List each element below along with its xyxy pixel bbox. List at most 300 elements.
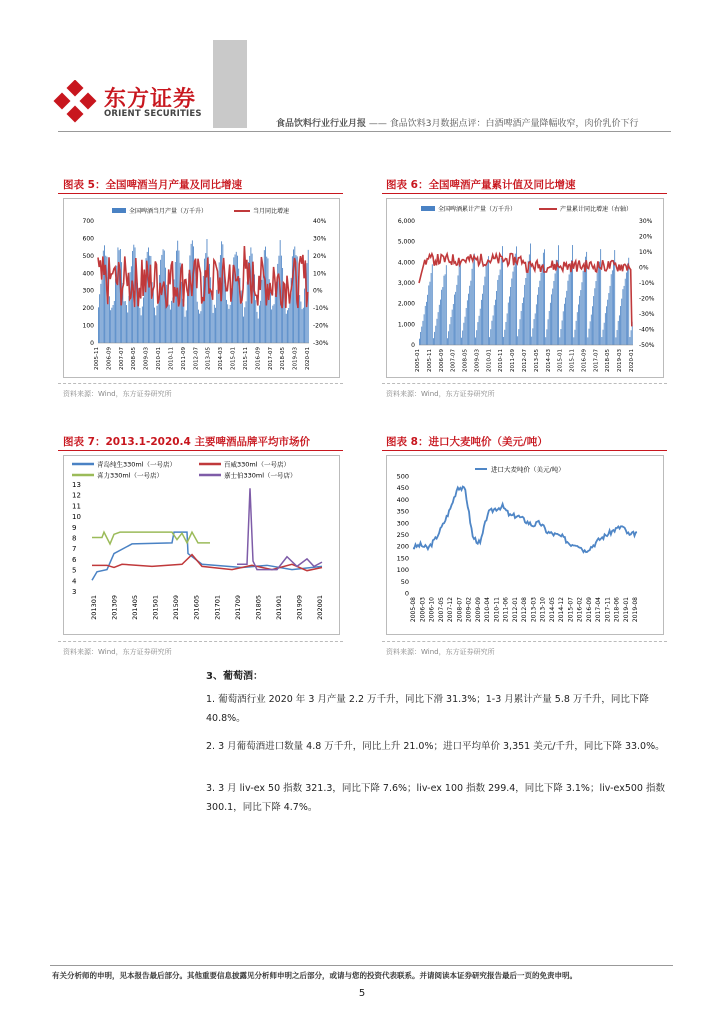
legend-label: 喜力330ml（一号店） <box>97 471 164 480</box>
figure-7-chart <box>64 456 339 634</box>
bar <box>629 337 630 345</box>
x-tick: 2009-03 <box>474 349 481 372</box>
figure-5-chart-frame <box>63 198 340 378</box>
bar <box>427 295 428 345</box>
bar <box>612 270 613 345</box>
bar <box>536 304 537 345</box>
bar <box>279 256 280 343</box>
bar <box>591 315 592 345</box>
bar <box>304 289 305 343</box>
x-tick: 201901 <box>274 595 283 620</box>
x-tick: 202001 <box>316 595 324 620</box>
header-grey-bar <box>213 40 247 128</box>
x-tick: 2020-01 <box>629 349 635 372</box>
x-tick: 2005-01 <box>415 349 421 372</box>
y-tick: 3 <box>72 588 77 596</box>
bar <box>551 294 552 345</box>
bar <box>432 264 433 345</box>
x-tick: 2010-01 <box>486 349 493 372</box>
bar <box>506 322 507 345</box>
bar <box>563 311 564 345</box>
x-tick: 2013-05 <box>205 347 212 370</box>
x-tick: 2019-03 <box>617 349 624 372</box>
x-tick: 2016-09 <box>585 597 593 623</box>
bar <box>542 264 543 345</box>
x-tick: 2017-11 <box>604 597 612 623</box>
x-tick: 2015-07 <box>567 597 575 623</box>
bar <box>514 266 515 345</box>
figure-6-source-line <box>382 383 667 384</box>
bar <box>479 316 480 345</box>
bar <box>115 279 116 343</box>
y-tick-right: 10% <box>313 270 327 278</box>
bar <box>621 299 622 345</box>
y-tick: 8 <box>72 534 77 543</box>
figure-5-title-line <box>58 193 343 194</box>
bar <box>447 338 448 345</box>
report-type: 食品饮料行业行业月报 <box>276 119 367 129</box>
y-tick: 300 <box>396 519 409 528</box>
x-tick: 2006-10 <box>428 597 436 623</box>
y-tick: 0 <box>404 589 409 598</box>
y-tick-right: -30% <box>639 311 655 318</box>
y-tick: 400 <box>396 495 409 504</box>
y-tick-left: 400 <box>82 270 94 278</box>
bar <box>160 260 161 343</box>
bar <box>587 337 588 345</box>
bar <box>216 290 217 343</box>
bar <box>288 308 289 343</box>
bar <box>538 287 539 345</box>
bar <box>619 315 620 345</box>
bar <box>185 317 186 343</box>
bar <box>528 261 529 345</box>
bar <box>608 293 609 345</box>
bar <box>130 272 131 343</box>
bar <box>594 288 595 345</box>
bar <box>420 332 421 345</box>
y-tick: 9 <box>72 523 77 532</box>
x-tick: 2013-05 <box>533 349 540 372</box>
bar <box>504 330 505 345</box>
y-tick-right: -50% <box>639 342 655 349</box>
x-tick: 201909 <box>295 595 304 620</box>
x-tick: 2017-04 <box>595 597 602 623</box>
bar <box>125 301 126 343</box>
bar <box>555 273 556 345</box>
bar <box>211 296 212 343</box>
bar <box>507 313 508 345</box>
bar <box>193 246 194 343</box>
bar <box>434 332 435 345</box>
bar <box>421 327 422 345</box>
bar <box>449 324 450 345</box>
x-tick: 2008-05 <box>131 347 138 370</box>
bar <box>270 292 271 343</box>
bar <box>518 329 519 345</box>
header-divider <box>58 131 671 132</box>
bar <box>509 296 510 345</box>
figure-7-chart-frame <box>63 455 340 635</box>
y-tick-left: 700 <box>82 218 94 225</box>
bar <box>596 281 597 345</box>
bar <box>525 278 526 345</box>
y-tick: 6 <box>72 555 77 564</box>
x-tick: 2013-10 <box>539 597 547 623</box>
x-tick: 2015-11 <box>569 349 576 372</box>
bar <box>126 305 127 343</box>
x-tick: 2020-01 <box>305 347 311 370</box>
bar <box>582 282 583 345</box>
bar <box>419 339 420 345</box>
y-tick-right: 0% <box>639 264 649 272</box>
x-tick: 2019-01 <box>622 597 630 623</box>
bar <box>187 291 188 343</box>
bar <box>580 290 581 345</box>
bar <box>473 262 474 345</box>
figure-6-source: 资料来源：Wind，东方证券研究所 <box>386 390 495 398</box>
bar <box>261 280 262 343</box>
bar <box>302 309 303 343</box>
figure-6-chart-frame <box>386 198 664 378</box>
bar <box>118 247 119 343</box>
x-tick: 201405 <box>131 595 140 620</box>
y-tick-left: 6,000 <box>397 218 415 225</box>
bar <box>244 307 245 343</box>
bar <box>462 331 463 345</box>
bar <box>104 245 105 343</box>
bar <box>163 249 164 343</box>
bar <box>569 274 570 345</box>
x-tick: 2006-03 <box>419 597 427 623</box>
y-tick-left: 500 <box>82 252 94 260</box>
bar <box>541 273 542 345</box>
bar <box>568 281 569 345</box>
bar <box>258 319 259 343</box>
y-tick-right: 40% <box>313 218 327 225</box>
bar <box>286 314 287 343</box>
bar <box>263 267 264 343</box>
bar <box>562 320 563 345</box>
bar <box>186 310 187 343</box>
figure-5-title: 图表 5：全国啤酒当月产量及同比增速 <box>63 179 242 191</box>
bar <box>199 314 200 343</box>
bar <box>475 337 476 345</box>
bar <box>166 285 167 343</box>
x-tick: 2012-07 <box>522 349 528 372</box>
bar <box>438 312 439 345</box>
bar <box>534 319 535 345</box>
x-tick: 2007-07 <box>450 349 457 372</box>
bar <box>111 308 112 343</box>
footer-divider <box>50 965 673 966</box>
legend-label-cumulative: 全国啤酒累计产量（万千升） <box>438 206 517 213</box>
bar <box>480 309 481 345</box>
y-tick-right: -10% <box>639 280 655 287</box>
bar <box>531 337 532 345</box>
x-tick: 201301 <box>90 595 98 620</box>
brand-name-en: ORIENT SECURITIES <box>104 109 202 119</box>
page-number: 5 <box>358 988 366 999</box>
bar <box>571 260 572 345</box>
y-tick-left: 3,000 <box>397 280 415 287</box>
bar <box>622 289 623 345</box>
y-tick: 250 <box>396 531 409 539</box>
bar <box>482 294 483 345</box>
bar <box>577 312 578 345</box>
bar <box>109 296 110 343</box>
bar <box>246 301 247 343</box>
figure-6-chart <box>387 199 663 377</box>
bar <box>520 319 521 345</box>
orient-logo-icon <box>52 80 100 124</box>
y-tick-left: 300 <box>82 287 94 295</box>
x-tick: 2009-02 <box>465 597 473 623</box>
bar <box>171 301 172 343</box>
bar <box>503 337 504 345</box>
bar <box>428 285 429 345</box>
figure-7-title-line <box>58 450 343 451</box>
bar <box>157 306 158 343</box>
bar <box>578 304 579 345</box>
bar <box>496 291 497 345</box>
bar <box>155 315 156 343</box>
bar <box>593 296 594 345</box>
x-tick: 2009-03 <box>143 347 150 370</box>
bar <box>214 305 215 343</box>
bar <box>260 301 261 343</box>
bar <box>242 302 243 343</box>
x-tick: 2012-01 <box>511 597 519 623</box>
x-tick: 2019-08 <box>632 597 639 623</box>
bar <box>598 267 599 345</box>
y-tick: 200 <box>396 542 409 551</box>
bar <box>437 319 438 345</box>
x-tick: 2011-09 <box>510 349 517 372</box>
x-tick: 2017-07 <box>267 347 274 370</box>
y-tick: 11 <box>72 502 81 511</box>
bar <box>549 311 550 345</box>
bar <box>628 258 629 345</box>
bar <box>200 311 201 343</box>
bar <box>572 245 573 345</box>
bar <box>161 255 162 343</box>
bar <box>552 289 553 345</box>
y-tick-right: 20% <box>639 233 653 241</box>
y-tick: 13 <box>72 481 81 489</box>
x-tick: 2006-09 <box>106 347 113 370</box>
bar <box>610 286 611 345</box>
paragraph-1: 1. 葡萄酒行业 2020 年 3 月产量 2.2 万千升，同比下滑 31.3%；1-3 月累计产量 5.8 万千升，同比下降 40.8%。 <box>206 694 649 724</box>
bar <box>499 275 500 345</box>
bar <box>287 310 288 343</box>
bar <box>466 308 467 345</box>
bar <box>539 281 540 345</box>
figure-8-chart-frame <box>386 455 664 635</box>
bar <box>625 279 626 345</box>
x-tick: 2010-11 <box>168 347 175 370</box>
y-tick-left: 0 <box>90 340 94 347</box>
x-tick: 2007-12 <box>447 597 454 623</box>
legend-swatch-bar <box>112 208 126 213</box>
bar <box>225 285 226 343</box>
bar <box>226 300 227 343</box>
bar <box>453 304 454 345</box>
bar <box>154 308 155 343</box>
y-tick: 100 <box>396 566 409 575</box>
figure-8-title-line <box>382 450 667 451</box>
bar <box>183 304 184 343</box>
bar <box>441 290 442 345</box>
y-tick: 350 <box>396 507 409 516</box>
x-tick: 2014-12 <box>558 597 565 623</box>
bar <box>257 312 258 343</box>
x-tick: 2019-03 <box>292 347 299 370</box>
bar <box>230 305 231 343</box>
bar <box>153 290 154 343</box>
figure-6-title-line <box>382 193 667 194</box>
x-tick: 201605 <box>192 595 201 620</box>
x-tick: 2010-11 <box>498 349 505 372</box>
bar <box>483 285 484 345</box>
bar <box>456 285 457 345</box>
x-tick: 2005-11 <box>94 347 100 370</box>
bar <box>624 286 625 345</box>
x-tick: 2016-09 <box>581 349 588 372</box>
bar <box>494 305 495 345</box>
y-tick: 4 <box>72 577 77 586</box>
y-tick-right: 10% <box>639 249 653 256</box>
bar <box>477 322 478 345</box>
figure-7-source-line <box>58 641 343 642</box>
bar <box>493 315 494 345</box>
bar <box>144 283 145 343</box>
paragraph-2: 2. 3 月葡萄酒进口数量 4.8 万千升，同比上升 21.0%；进口平均单价 3,351 美元/千升，同比下降 33.0%。 <box>206 741 665 752</box>
legend-label: 百威330ml（一号店） <box>224 460 291 469</box>
bar <box>570 268 571 345</box>
bar <box>557 260 558 345</box>
bar <box>627 264 628 345</box>
bar <box>268 258 269 343</box>
figure-5-source: 资料来源：Wind，东方证券研究所 <box>63 390 172 398</box>
bar <box>132 251 133 343</box>
x-tick: 2016-09 <box>255 347 262 370</box>
bar <box>448 331 449 345</box>
bar <box>299 295 300 343</box>
bar <box>510 287 511 345</box>
bar <box>264 250 265 343</box>
bar <box>425 306 426 345</box>
x-tick: 2010-11 <box>493 597 501 623</box>
bar <box>489 337 490 345</box>
x-tick: 2010-01 <box>156 347 163 370</box>
bar <box>617 330 618 345</box>
bar <box>564 304 565 345</box>
bar <box>513 272 514 345</box>
bar <box>511 279 512 345</box>
bar <box>492 321 493 345</box>
bar <box>446 265 447 345</box>
bar <box>515 254 516 345</box>
bar <box>522 303 523 345</box>
bar <box>467 300 468 345</box>
legend-label: 嘉士伯330ml（一号店） <box>224 471 297 480</box>
x-tick: 2018-05 <box>605 349 612 372</box>
bar <box>255 300 256 343</box>
bar <box>465 317 466 345</box>
bar <box>576 321 577 345</box>
bar <box>289 297 290 343</box>
x-tick: 201501 <box>151 595 160 620</box>
figure-8-source-line <box>382 641 667 642</box>
x-tick: 2008-07 <box>456 597 464 623</box>
bar <box>553 281 554 345</box>
legend-label-yoy: 当月同比增速 <box>253 208 290 215</box>
x-tick: 201805 <box>254 595 263 620</box>
figure-5-chart <box>64 199 339 377</box>
footer-disclaimer: 有关分析师的申明，见本报告最后部分。其他重要信息披露见分析师申明之后部分，或请与您的投资代表联系。并请阅读本证券研究报告最后一页的免责申明。 <box>52 971 577 980</box>
bar <box>544 249 545 345</box>
bar <box>272 306 273 343</box>
y-tick-left: 1,000 <box>397 321 415 329</box>
x-tick: 201701 <box>213 595 222 620</box>
bar <box>488 256 489 345</box>
y-tick: 5 <box>72 566 77 575</box>
x-tick: 2012-08 <box>521 597 528 623</box>
bar <box>545 337 546 345</box>
bar <box>613 260 614 345</box>
bar <box>537 295 538 345</box>
bar <box>303 308 304 343</box>
bar <box>426 302 427 345</box>
bar <box>181 282 182 343</box>
bar <box>445 274 446 345</box>
bar <box>521 311 522 345</box>
bar <box>170 310 171 343</box>
bar <box>583 271 584 345</box>
bar <box>274 304 275 343</box>
figure-6-title: 图表 6：全国啤酒产量累计值及同比增速 <box>386 179 576 191</box>
brand-name-cn: 东方证券 <box>104 87 197 112</box>
bar <box>468 294 469 345</box>
bar <box>431 273 432 345</box>
bar <box>98 307 99 343</box>
bar <box>599 262 600 345</box>
bar <box>197 302 198 343</box>
bar <box>604 323 605 345</box>
bar <box>481 300 482 345</box>
bar <box>631 330 632 345</box>
bar <box>559 337 560 345</box>
bar <box>139 308 140 343</box>
bar <box>535 313 536 345</box>
y-tick-right: -40% <box>639 326 655 334</box>
bar <box>210 277 211 343</box>
bar <box>573 337 574 345</box>
bar <box>259 305 260 343</box>
bar <box>523 297 524 345</box>
bar <box>148 247 149 343</box>
y-tick-right: -30% <box>313 340 329 347</box>
x-tick: 2017-07 <box>593 349 600 372</box>
y-tick-right: 30% <box>639 218 653 225</box>
report-subtitle: —— 食品饮料3月数据点评：白酒啤酒产量降幅收窄，肉价乳价下行 <box>368 119 639 129</box>
x-tick: 2012-07 <box>193 347 200 370</box>
bar <box>508 303 509 345</box>
figure-7-title: 图表 7：2013.1-2020.4 主要啤酒品牌平均市场价 <box>63 436 311 448</box>
bar <box>558 245 559 345</box>
bar <box>203 276 204 343</box>
